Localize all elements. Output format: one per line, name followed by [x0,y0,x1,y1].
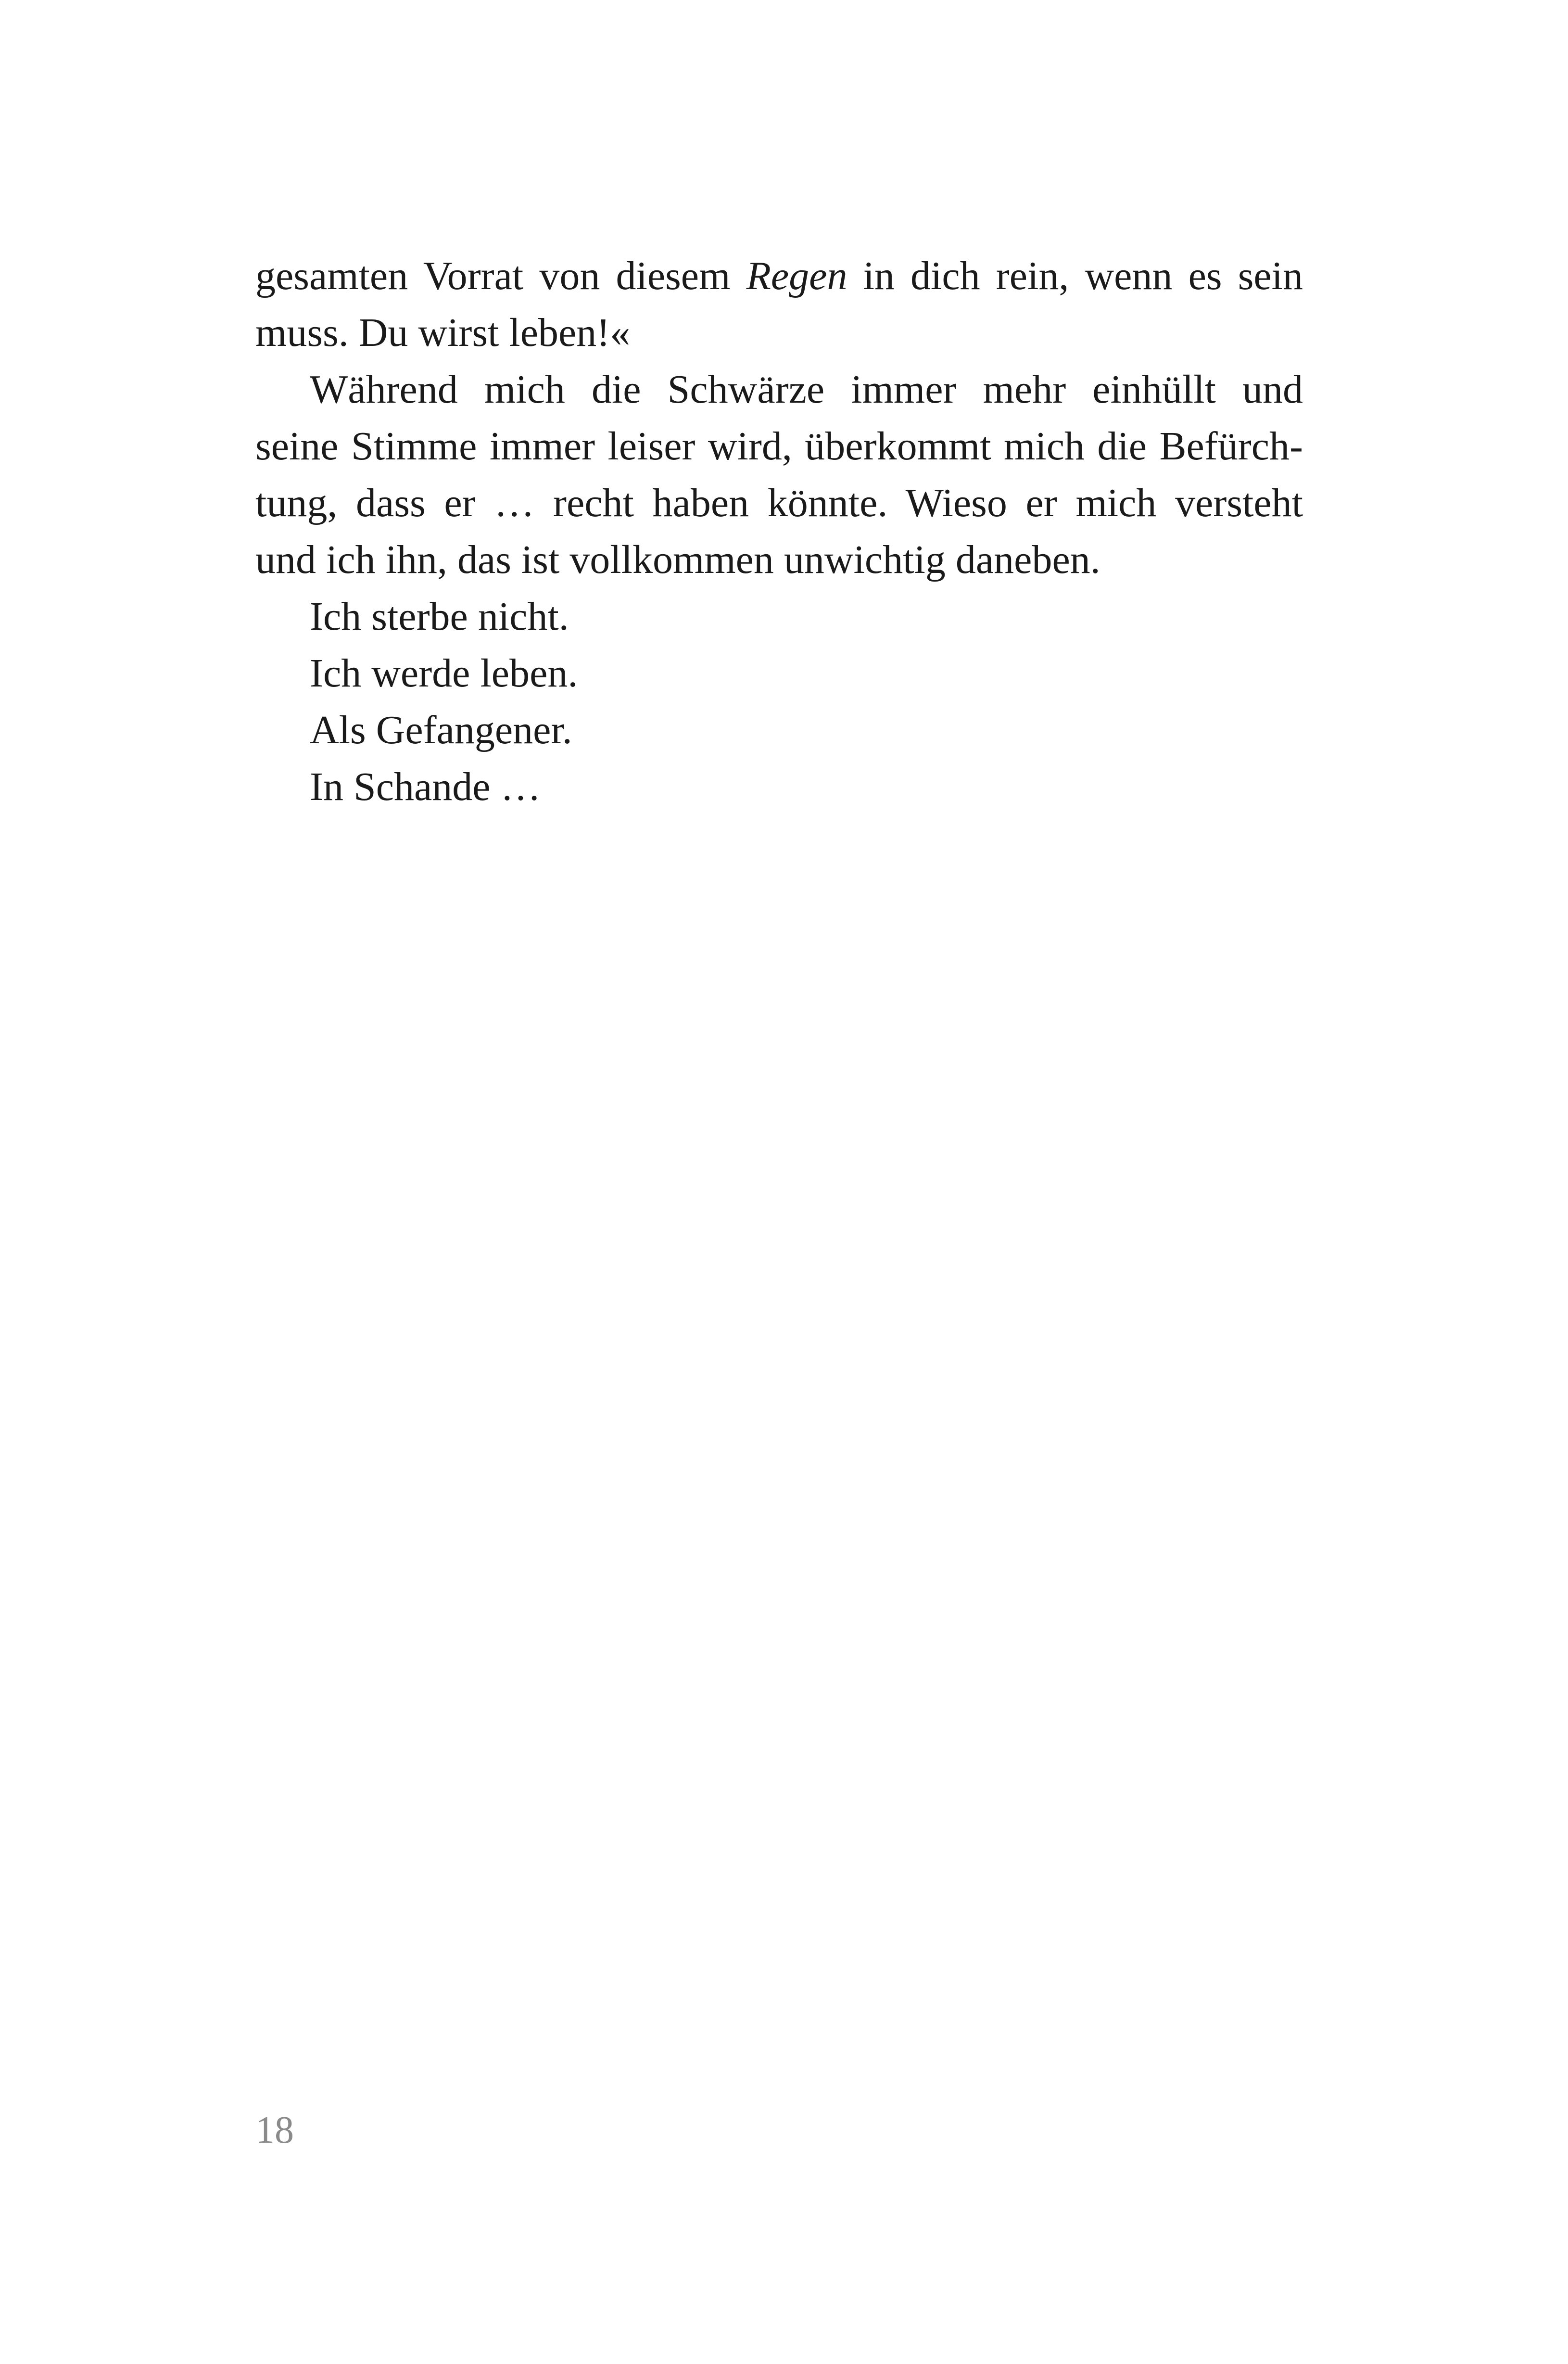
paragraph-line: In Schande … [310,764,541,809]
text-line: muss. Du wirst leben!« [255,310,631,355]
text-line: tung, dass er … recht haben könnte. Wieso er mich versteht [255,481,1303,525]
paragraph-start-line: Während mich die Schwärze immer mehr einhüllt und [310,367,1303,412]
paragraph-line: Als Gefangener. [310,708,572,752]
text-line: gesamten Vorrat von diesem Regen in dich rein, wenn es sein [255,254,1303,298]
body-text [255,248,1303,815]
paragraph-line: Ich werde leben. [310,651,578,696]
text-line: seine Stimme immer leiser wird, überkommt mich die Befürch- [255,424,1303,469]
emphasized-word: Regen [746,254,847,298]
page-number: 18 [255,2109,294,2151]
text-line: und ich ihn, das ist vollkommen unwichtig daneben. [255,537,1100,582]
paragraph-line: Ich sterbe nicht. [310,594,569,639]
